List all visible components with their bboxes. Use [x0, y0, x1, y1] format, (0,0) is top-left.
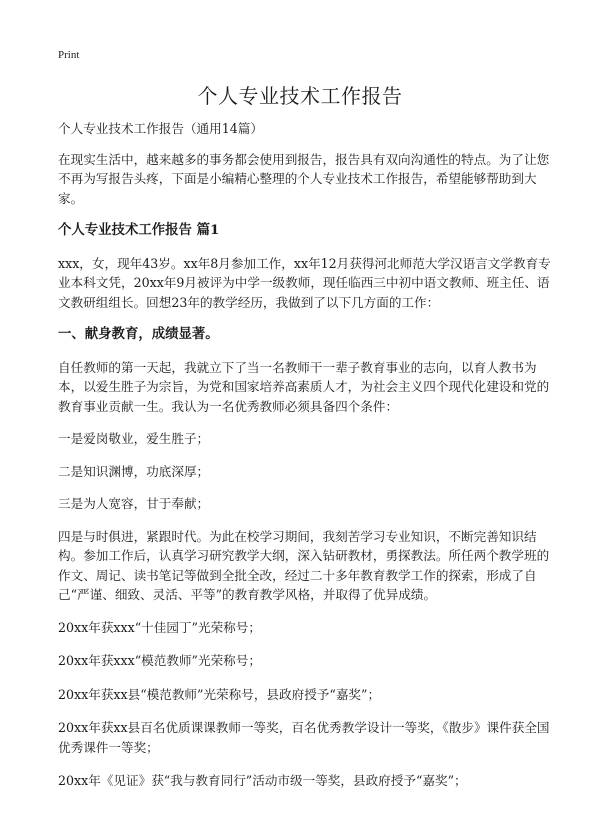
document-body — [58, 119, 552, 805]
document-subtitle: 个人专业技术工作报告（通用14篇） — [58, 121, 263, 136]
page-title: 个人专业技术工作报告 — [197, 84, 403, 108]
award-list — [58, 618, 552, 791]
print-link[interactable]: Print — [58, 49, 80, 61]
award-item: 20xx年获xxx“模范教师”光荣称号； — [58, 653, 261, 668]
section-heading: 个人专业技术工作报告 篇1 — [58, 222, 220, 238]
condition-item: 一是爱岗敬业，爱生胜子； — [58, 431, 210, 446]
award-item: 20xx年获xxx“十佳园丁”光荣称号； — [58, 619, 261, 635]
award-item: 20xx年获xx县“模范教师”光荣称号，县政府授予“嘉奖”； — [58, 686, 381, 702]
condition-item: 二是知识渊博，功底深厚； — [58, 463, 210, 479]
profile-paragraph: xxx，女，现年43岁。xx年8月参加工作，xx年12月获得河北师范大学汉语言文学教育专业本科文凭，20xx年9月被评为中学一级教师，现任临西三中初中语文教师、班主任、语文教研组组长。回想23年的教学经历，我做到了以下几方面的工作： — [58, 255, 551, 310]
condition-item: 四是与时俱进，紧跟时代。为此在校学习期间，我刻苦学习专业知识，不断完善知识结构。参加工作后，认真学习研究教学大纲，深入钻研教材，勇探教法。所任两个教学班的作文、周记、读书笔记等做到全批全改，经过二十多年教育教学工作的探索，形成了自己“严谨、细致、灵活、平等”的教育教学风格，并取得了优异成绩。 — [58, 528, 550, 602]
dedication-paragraph: 自任教师的第一天起，我就立下了当一名教师干一辈子教育事业的志向，以育人教书为本，以爱生胜子为宗旨，为党和国家培养高素质人才，为社会主义四个现代化建设和党的教育事业贡献一生。我认为一名优秀教师必须具备四个条件： — [58, 359, 550, 414]
subheading-dedication: 一、献身教育，成绩显著。 — [58, 326, 219, 342]
award-item: 20xx年获xx县百名优质课课教师一等奖，百名优秀教学设计一等奖，《散步》课件获全国优秀课件一等奖； — [58, 720, 550, 755]
condition-item: 三是为人宽容，甘于奉献； — [58, 496, 210, 511]
intro-paragraph: 在现实生活中，越来越多的事务都会使用到报告，报告具有双向沟通性的特点。为了让您不再为写报告头疼，下面是小编精心整理的个人专业技术工作报告，希望能够帮助到大家。 — [58, 151, 550, 206]
award-item: 20xx年《见证》获“我与教育同行”活动市级一等奖，县政府授予“嘉奖”； — [58, 773, 467, 788]
